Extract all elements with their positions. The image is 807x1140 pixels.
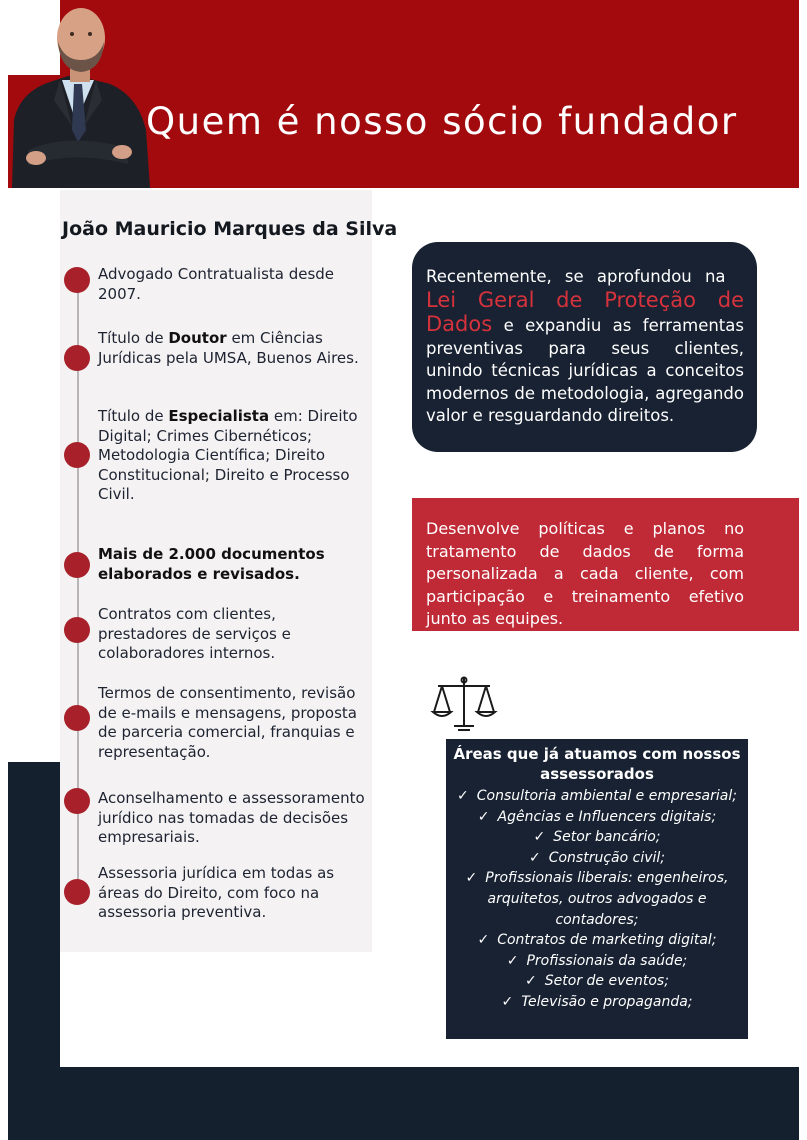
check-icon: ✓ — [528, 849, 541, 866]
check-icon: ✓ — [533, 829, 546, 846]
timeline-dot — [64, 705, 90, 731]
check-icon: ✓ — [501, 993, 514, 1010]
areas-list-item — [450, 807, 744, 828]
areas-item-label: Televisão e propaganda; — [521, 993, 693, 1010]
timeline-item: Contratos com clientes, prestadores de serviços e colaboradores internos. — [98, 605, 291, 662]
areas-item-label: Construção civil; — [548, 849, 666, 866]
navy-accent-bottom — [8, 1067, 799, 1140]
areas-item-label: Profissionais liberais: engenheiros, arquitetos, outros advogados e contadores; — [485, 870, 729, 928]
founder-portrait — [10, 0, 150, 188]
areas-title: Áreas que já atuamos com nossos assessorados — [453, 745, 741, 783]
check-icon: ✓ — [506, 952, 519, 969]
check-icon: ✓ — [525, 973, 537, 990]
timeline-dot — [64, 267, 90, 293]
check-icon: ✓ — [457, 788, 469, 804]
timeline-dot — [64, 552, 90, 578]
areas-item-label: Profissionais da saúde; — [526, 952, 688, 969]
timeline-dot — [64, 442, 90, 468]
areas-list-item — [450, 786, 744, 807]
areas-item-label: Setor de eventos; — [544, 973, 669, 990]
areas-list-item — [450, 868, 744, 930]
timeline-item: Aconselhamento e assessoramento jurídico nas tomadas de decisões empresariais. — [98, 789, 365, 846]
lgpd-highlight: Lei Geral de Proteção de Dados — [426, 287, 744, 336]
areas-list-item — [450, 930, 744, 951]
timeline-item: Título de Doutor em Ciências Jurídicas pela UMSA, Buenos Aires. — [98, 329, 359, 367]
timeline-dot — [64, 617, 90, 643]
areas-list-item — [450, 951, 744, 972]
check-icon: ✓ — [477, 932, 490, 949]
scales-of-justice-icon — [430, 674, 498, 734]
areas-item-label: Contratos de marketing digital; — [497, 932, 717, 949]
areas-item-label: Setor bancário; — [553, 829, 661, 846]
areas-list-item — [450, 971, 744, 992]
areas-item-label: Agências e Influencers digitais; — [497, 808, 717, 825]
timeline-item: Assessoria jurídica em todas as áreas do Direito, com foco na assessoria preventiva. — [98, 864, 335, 921]
timeline-item: Advogado Contratualista desde 2007. — [98, 265, 335, 303]
areas-item-label: Consultoria ambiental e empresarial; — [476, 788, 737, 804]
areas-list-item — [450, 827, 744, 848]
timeline-dot — [64, 879, 90, 905]
areas-list-item — [450, 848, 744, 869]
timeline-item: Título de Especialista em: Direito Digital; Crimes Cibernéticos; Metodologia Científica; Direito Constitucional; Direito e Processo Civil. — [98, 407, 358, 503]
lgpd-callout-text: Recentemente, se aprofundou na Lei Geral de Proteção de Dados e expandiu as ferramentas preventivas para seus clientes, unindo técnicas jurídicas a conceitos modernos de metodologia, agregando valor e resguardando direitos. — [426, 267, 744, 425]
areas-list-item — [450, 992, 744, 1013]
page-title: Quem é nosso sócio fundador — [146, 100, 738, 143]
check-icon: ✓ — [465, 870, 478, 887]
timeline-item: Termos de consentimento, revisão de e-mails e mensagens, proposta de parceria comercial, franquias e representação. — [98, 684, 357, 761]
founder-name: João Mauricio Marques da Silva — [62, 218, 398, 240]
timeline-dot — [64, 788, 90, 814]
timeline-item: Mais de 2.000 documentos elaborados e revisados. — [98, 545, 325, 583]
data-policy-text: Desenvolve políticas e planos no tratamento de dados de forma personalizada a cada cliente, com participação e treinamento efetivo junto as equipes. — [426, 519, 744, 628]
check-icon: ✓ — [477, 808, 490, 825]
areas-list — [450, 786, 744, 1013]
timeline-dot — [64, 345, 90, 371]
